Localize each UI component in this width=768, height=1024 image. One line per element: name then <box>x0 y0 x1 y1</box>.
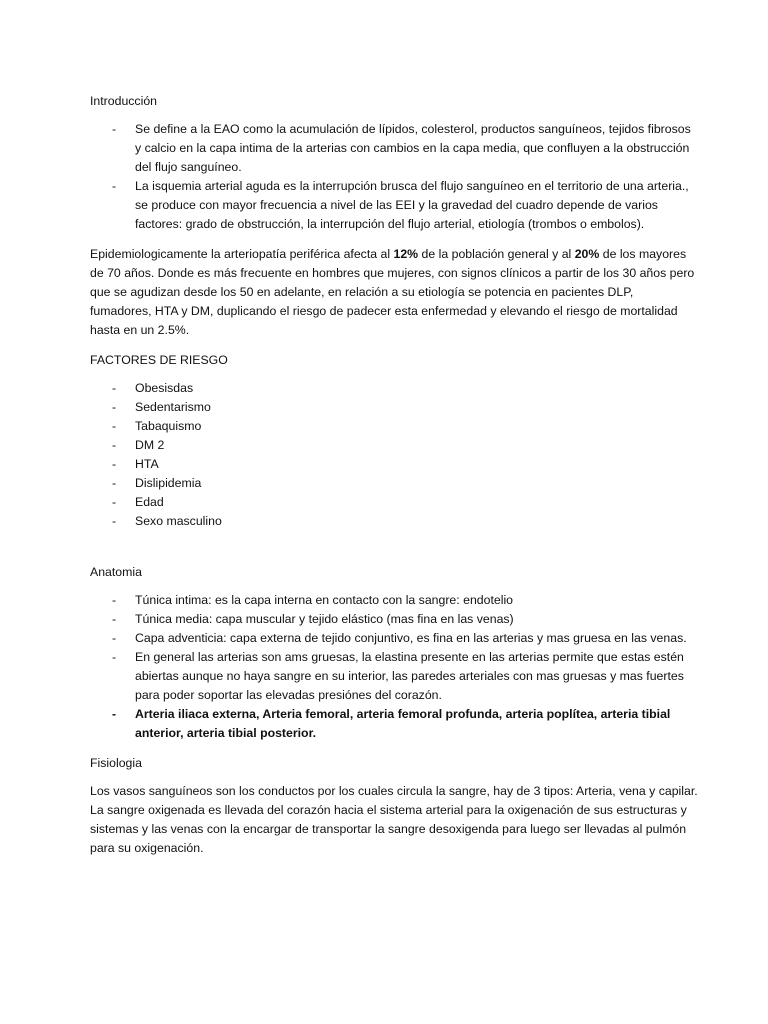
epi-pct-general: 12% <box>393 247 419 261</box>
list-item: - En general las arterias son ams gruesas, la elastina presente en las arterias permite que estas estén abiertas aunque no haya sangre en su interior, las paredes arteriales con mas gruesas y mas fuertes para poder soportar las elevadas presiónes del corazón. <box>90 648 698 705</box>
list-item: - Se define a la EAO como la acumulación de lípidos, colesterol, productos sanguíneos, tejidos fibrosos y calcio en la capa intima de la arterias con cambios en la capa media, que confluyen a la obstrucción del flujo sanguíneo. <box>90 120 698 177</box>
anatomy-list <box>90 591 698 743</box>
anatomy-heading: Anatomia <box>90 565 142 579</box>
list-item: - La isquemia arterial aguda es la interrupción brusca del flujo sanguíneo en el territorio de una arteria., se produce con mayor frecuencia a nivel de las EEI y la gravedad del cuadro depende de varios factores: grado de obstrucción, la interrupción del flujo arterial, etiología (trombos o embolos). <box>90 177 698 234</box>
intro-heading: Introducción <box>90 94 157 108</box>
list-item: - Capa adventicia: capa externa de tejido conjuntivo, es fina en las arterias y mas gruesa en las venas. <box>90 629 698 648</box>
epi-text-2: de la población general y al <box>418 247 575 261</box>
epi-pct-elderly: 20% <box>574 247 600 261</box>
epi-text-3: de los mayores de 70 años. Donde es más frecuente en hombres que mujeres, con signos clínicos a partir de los 30 años pero que se agudizan desde los 50 en adelante, en relación a su etiología se potencia en pacientes DLP, fumadores, HTA y DM, duplicando el riesgo de padecer esta enfermedad y elevando el riesgo de mortalidad hasta en un 2.5%. <box>90 247 695 337</box>
list-item: - Edad <box>90 493 698 512</box>
list-item: - Túnica intima: es la capa interna en contacto con la sangre: endotelio <box>90 591 698 610</box>
intro-list <box>90 120 698 234</box>
physiology-heading: Fisiologia <box>90 756 142 770</box>
list-item: - HTA <box>90 455 698 474</box>
list-item: - DM 2 <box>90 436 698 455</box>
risk-factors-list <box>90 379 698 531</box>
epidemiology-paragraph <box>90 245 698 340</box>
list-item: - Sexo masculino <box>90 512 698 531</box>
epi-text-1: Epidemiologicamente la arteriopatía periférica afecta al <box>90 247 394 261</box>
list-item: - Dislipidemia <box>90 474 698 493</box>
list-item: - Obesisdas <box>90 379 698 398</box>
physiology-paragraph: Los vasos sanguíneos son los conductos por los cuales circula la sangre, hay de 3 tipos: Arteria, vena y capilar. La sangre oxigenada es llevada del corazón hacia el sistema arterial para la oxigenación de sus estructuras y sistemas y las venas con la encargar de transportar la sangre desoxigenda para luego ser llevadas al pulmón para su oxigenación. <box>90 784 698 855</box>
risk-factors-heading: FACTORES DE RIESGO <box>90 353 228 367</box>
list-item: - Arteria iliaca externa, Arteria femoral, arteria femoral profunda, arteria poplítea, arteria tibial anterior, arteria tibial posterior. <box>90 705 698 743</box>
list-item: - Túnica media: capa muscular y tejido elástico (mas fina en las venas) <box>90 610 698 629</box>
list-item: - Sedentarismo <box>90 398 698 417</box>
list-item: - Tabaquismo <box>90 417 698 436</box>
